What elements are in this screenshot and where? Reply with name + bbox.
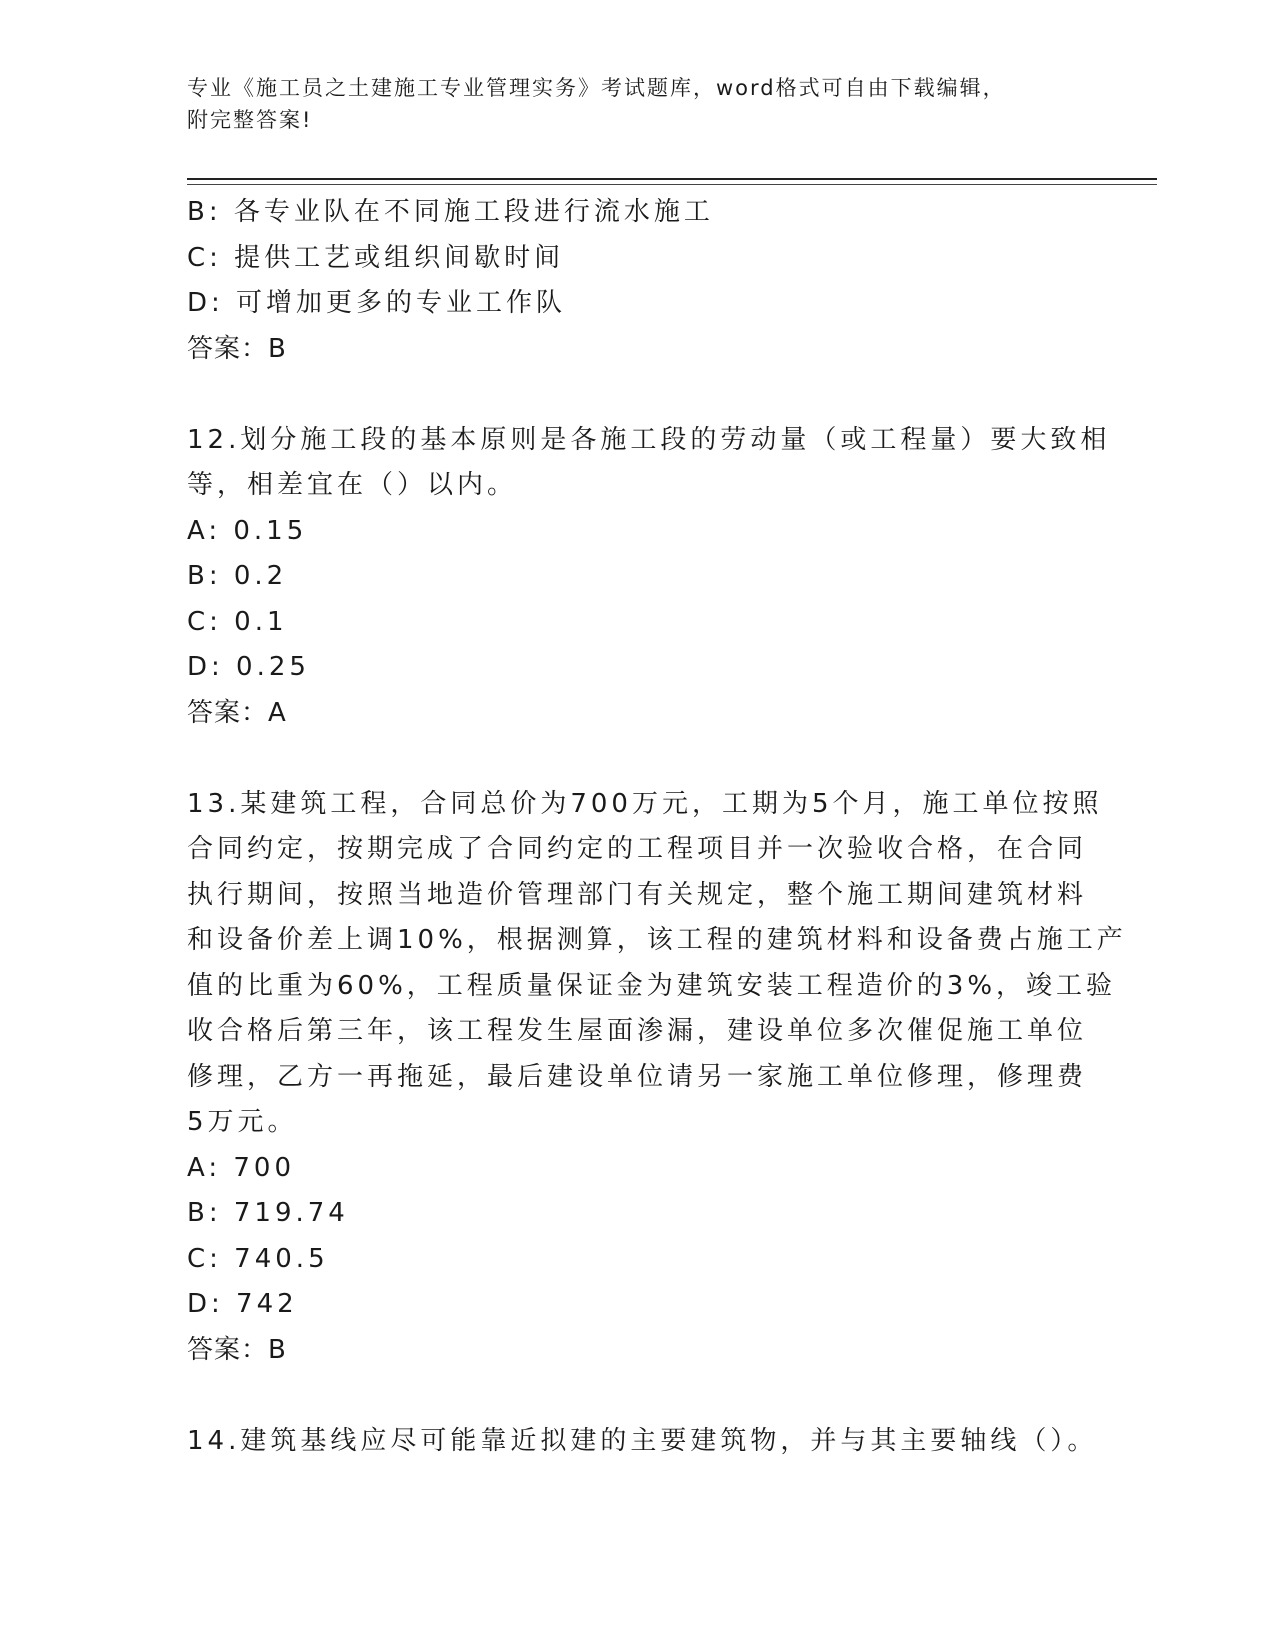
- q13-option-a: A: 700: [187, 1152, 295, 1183]
- q11-answer: 答案：B: [187, 333, 287, 364]
- header-divider-thin: [187, 184, 1157, 185]
- q13-text-line: 5万元。: [187, 1107, 298, 1137]
- q13-text-line: 13.某建筑工程，合同总价为700万元，工期为5个月，施工单位按照: [187, 788, 1103, 819]
- question-11: [187, 190, 1087, 372]
- q13-text-line: 修理，乙方一再拖延，最后建设单位请另一家施工单位修理，修理费: [187, 1061, 1088, 1092]
- q13-text-line: 执行期间，按照当地造价管理部门有关规定，整个施工期间建筑材料: [187, 879, 1088, 910]
- q13-text-line: 和设备价差上调10%，根据测算，该工程的建筑材料和设备费占施工产: [187, 925, 1127, 955]
- q12-option-b: B: 0.2: [187, 561, 288, 591]
- q14-text-line-1: 14.建筑基线应尽可能靠近拟建的主要建筑物，并与其主要轴线（）。: [187, 1425, 1098, 1456]
- spacer: [187, 736, 1087, 782]
- q12-text-line-2: 等，相差宜在（）以内。: [187, 470, 518, 500]
- header-title-line-2: 附完整答案!: [187, 108, 313, 132]
- q13-option-b: B: 719.74: [187, 1198, 349, 1228]
- q11-option-b: B: 各专业队在不同施工段进行流水施工: [187, 197, 714, 227]
- q12-option-d: D: 0.25: [187, 652, 310, 682]
- q13-option-c: C: 740.5: [187, 1243, 329, 1274]
- q12-option-c: C: 0.1: [187, 606, 288, 637]
- spacer: [187, 1373, 1087, 1419]
- question-13: [187, 782, 1127, 1374]
- q13-text-line: 收合格后第三年，该工程发生屋面渗漏，建设单位多次催促施工单位: [187, 1016, 1088, 1046]
- q13-text-line: 合同约定，按期完成了合同约定的工程项目并一次验收合格，在合同: [187, 834, 1088, 864]
- document-header: [187, 72, 1067, 136]
- q12-text-line-1: 12.划分施工段的基本原则是各施工段的劳动量（或工程量）要大致相: [187, 424, 1111, 455]
- question-12: [187, 418, 1111, 737]
- question-14: [187, 1419, 1098, 1465]
- q11-option-c: C: 提供工艺或组织间歇时间: [187, 242, 565, 273]
- spacer: [187, 372, 1087, 418]
- q13-option-d: D: 742: [187, 1289, 298, 1319]
- question-content: [187, 190, 1127, 1464]
- q13-text-line: 值的比重为60%，工程质量保证金为建筑安装工程造价的3%，竣工验: [187, 970, 1117, 1001]
- q12-option-a: A: 0.15: [187, 515, 308, 546]
- q11-option-d: D: 可增加更多的专业工作队: [187, 288, 567, 318]
- q13-answer: 答案：B: [187, 1334, 287, 1365]
- q12-answer: 答案：A: [187, 697, 287, 728]
- header-title-line-1: 专业《施工员之土建施工专业管理实务》考试题库，word格式可自由下载编辑，: [187, 76, 1006, 100]
- header-divider-thick: [187, 178, 1157, 180]
